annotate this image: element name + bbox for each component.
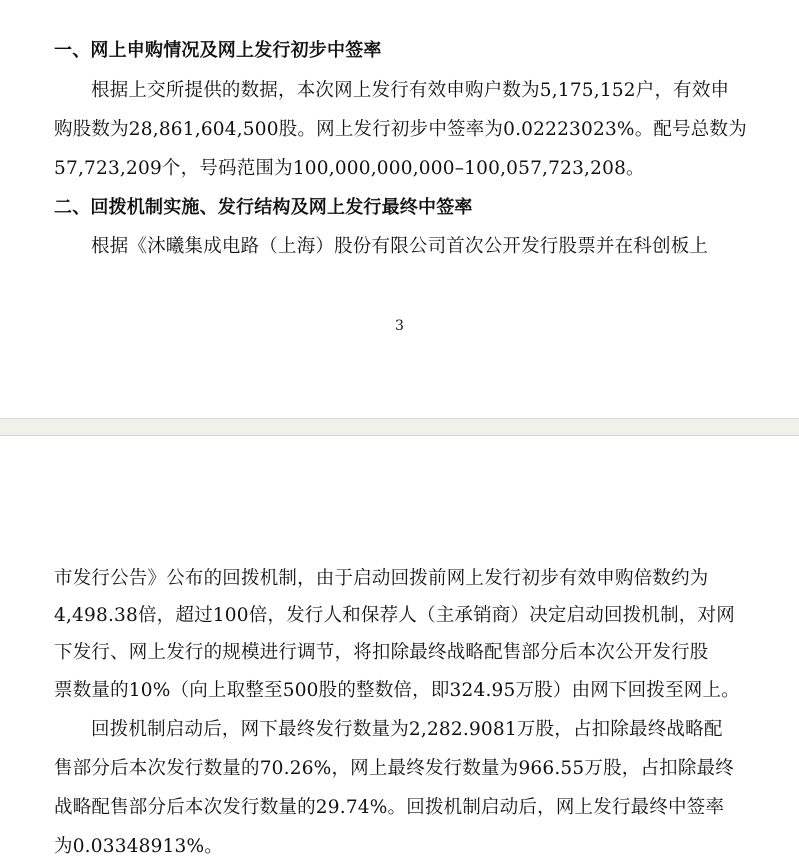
paragraph-3-line-4: 为0.03348913%。 (54, 836, 223, 857)
paragraph-1-line-3: 57,723,209个，号码范围为100,000,000,000–100,057,723,208。 (54, 158, 645, 179)
paragraph-3-line-1: 回拨机制启动后，网下最终发行数量为2,282.9081万股，占扣除最终战略配 (91, 719, 723, 740)
paragraph-2-line-1: 根据《沐曦集成电路（上海）股份有限公司首次公开发行股票并在科创板上 (91, 236, 709, 257)
page-number: 3 (395, 318, 404, 334)
paragraph-3-line-2: 售部分后本次发行数量的70.26%，网上最终发行数量为966.55万股，占扣除最终 (54, 758, 734, 779)
paragraph-2-line-2: 市发行公告》公布的回拨机制，由于启动回拨前网上发行初步有效申购倍数约为 (54, 568, 709, 589)
section-heading-1: 一、网上申购情况及网上发行初步中签率 (54, 40, 382, 61)
paragraph-2-line-5: 票数量的10%（向上取整至500股的整数倍，即324.95万股）由网下回拨至网上。 (54, 680, 740, 701)
document-page-bottom (0, 436, 799, 865)
paragraph-2-line-3: 4,498.38倍，超过100倍，发行人和保荐人（主承销商）决定启动回拨机制，对网 (54, 605, 735, 626)
document-page-top (0, 0, 799, 418)
page-separator (0, 418, 799, 436)
paragraph-3-line-3: 战略配售部分后本次发行数量的29.74%。回拨机制启动后，网上发行最终中签率 (54, 797, 725, 818)
section-heading-2: 二、回拨机制实施、发行结构及网上发行最终中签率 (54, 197, 473, 218)
paragraph-2-line-4: 下发行、网上发行的规模进行调节，将扣除最终战略配售部分后本次公开发行股 (54, 642, 709, 663)
paragraph-1-line-2: 购股数为28,861,604,500股。网上发行初步中签率为0.02223023%。配号总数为 (54, 119, 747, 140)
paragraph-1-line-1: 根据上交所提供的数据，本次网上发行有效申购户数为5,175,152户，有效申 (91, 80, 730, 101)
